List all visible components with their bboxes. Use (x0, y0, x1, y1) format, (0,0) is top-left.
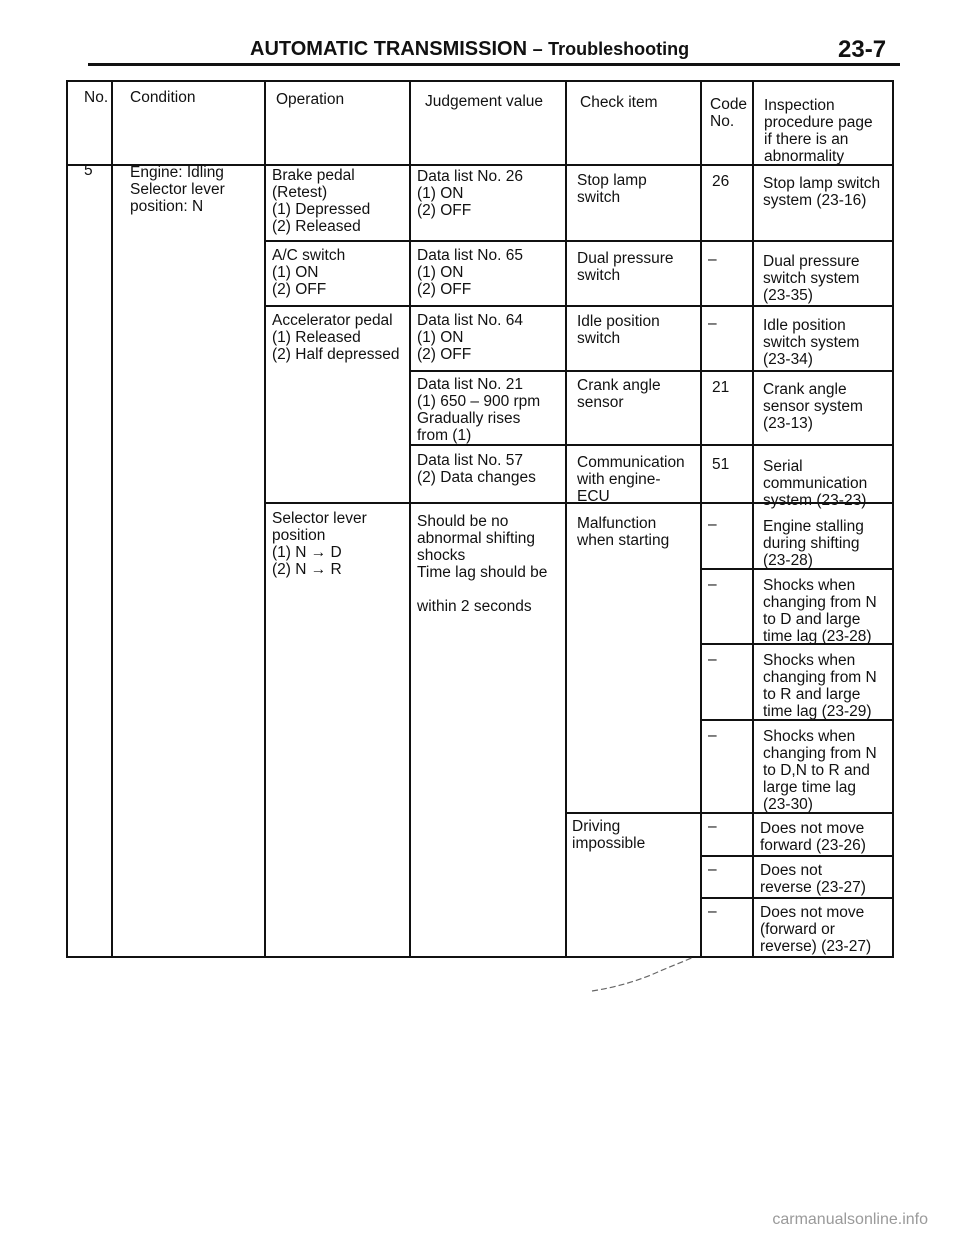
check-driving-impossible: Driving impossible (572, 818, 646, 852)
column-header-judgement-value: Judgement value (425, 93, 544, 110)
inspection-engine-stalling: Engine stalling during shifting (23-28) (763, 518, 864, 569)
inspection-no-reverse: Does not reverse (23-27) (760, 862, 866, 896)
column-header-inspection: Inspection procedure page if there is an abnormality (764, 97, 873, 165)
inspection-stop-lamp-switch: Stop lamp switch system (23-16) (763, 175, 881, 209)
column-divider (700, 80, 702, 958)
page-number: 23-7 (838, 36, 887, 63)
column-divider (752, 80, 754, 958)
operation-brake-pedal: Brake pedal (Retest) (1) Depressed (2) Released (272, 167, 371, 235)
code-no: – (708, 516, 717, 533)
column-divider (409, 80, 411, 958)
inspection-shocks-n-to-r: Shocks when changing from N to R and large time lag (23-29) (763, 652, 877, 720)
inspection-no-forward: Does not move forward (23-26) (760, 820, 866, 854)
column-divider (264, 80, 266, 958)
table-border-left (66, 80, 68, 958)
row-divider (409, 444, 894, 446)
inspection-dual-pressure-switch: Dual pressure switch system (23-35) (763, 253, 860, 304)
code-no: – (708, 818, 717, 835)
row-divider (700, 897, 894, 899)
inspection-shocks-n-to-d: Shocks when changing from N to D and large time lag (23-28) (763, 577, 877, 645)
row-divider (264, 240, 894, 242)
judgement-data-list-26: Data list No. 26 (1) ON (2) OFF (417, 168, 523, 219)
inspection-no-move: Does not move (forward or reverse) (23-27) (760, 904, 872, 955)
check-dual-pressure-switch: Dual pressure switch (577, 250, 674, 284)
column-header-code-no: Code No. (710, 96, 748, 130)
pen-stroke-mark (590, 955, 700, 995)
check-crank-angle-sensor: Crank angle sensor (577, 377, 661, 411)
judgement-data-list-65: Data list No. 65 (1) ON (2) OFF (417, 247, 523, 298)
code-no: 51 (712, 456, 730, 473)
check-stop-lamp-switch: Stop lamp switch (577, 172, 647, 206)
judgement-data-list-57: Data list No. 57 (2) Data changes (417, 452, 536, 486)
page-subtitle: Troubleshooting (548, 39, 690, 59)
code-no: 21 (712, 379, 730, 396)
column-header-condition: Condition (130, 89, 196, 106)
column-header-no: No. (84, 89, 109, 106)
code-no: – (708, 861, 717, 878)
row-number: 5 (84, 162, 93, 179)
operation-ac-switch: A/C switch (1) ON (2) OFF (272, 247, 346, 298)
column-header-operation: Operation (276, 91, 345, 108)
judgement-data-list-21: Data list No. 21 (1) 650 – 900 rpm Gradually rises from (1) (417, 376, 541, 444)
inspection-serial-communication: Serial communication system (23-23) (763, 458, 868, 509)
operation-selector-lever: Selector lever position (1) N → D (2) N → R (272, 510, 367, 578)
code-no: 26 (712, 173, 730, 190)
table-border-top (66, 80, 894, 82)
condition-text: Engine: Idling Selector lever position: N (130, 164, 225, 215)
column-header-check-item: Check item (580, 94, 658, 111)
code-no: – (708, 903, 717, 920)
judgement-shifting: Should be no abnormal shifting shocks Time lag should be within 2 seconds (417, 513, 548, 615)
row-divider (409, 370, 894, 372)
code-no: – (708, 651, 717, 668)
inspection-idle-position-switch: Idle position switch system (23-34) (763, 317, 860, 368)
row-divider (700, 855, 894, 857)
inspection-crank-angle-sensor: Crank angle sensor system (23-13) (763, 381, 863, 432)
watermark: carmanualsonline.info (772, 1211, 928, 1228)
title-text: AUTOMATIC TRANSMISSION (250, 38, 528, 60)
code-no: – (708, 315, 717, 332)
title-separator: – (532, 39, 543, 59)
judgement-data-list-64: Data list No. 64 (1) ON (2) OFF (417, 312, 523, 363)
row-divider (264, 305, 894, 307)
code-no: – (708, 251, 717, 268)
column-divider (111, 80, 113, 958)
check-communication-ecu: Communication with engine- ECU (577, 454, 685, 505)
code-no: – (708, 576, 717, 593)
operation-accelerator-pedal: Accelerator pedal (1) Released (2) Half depressed (272, 312, 400, 363)
column-divider (565, 80, 567, 958)
table-border-bottom (66, 956, 894, 958)
check-idle-position-switch: Idle position switch (577, 313, 660, 347)
code-no: – (708, 727, 717, 744)
table-border-right (892, 80, 894, 958)
inspection-shocks-n-to-d-r: Shocks when changing from N to D,N to R and large time lag (23-30) (763, 728, 877, 813)
check-malfunction-starting: Malfunction when starting (577, 515, 670, 549)
